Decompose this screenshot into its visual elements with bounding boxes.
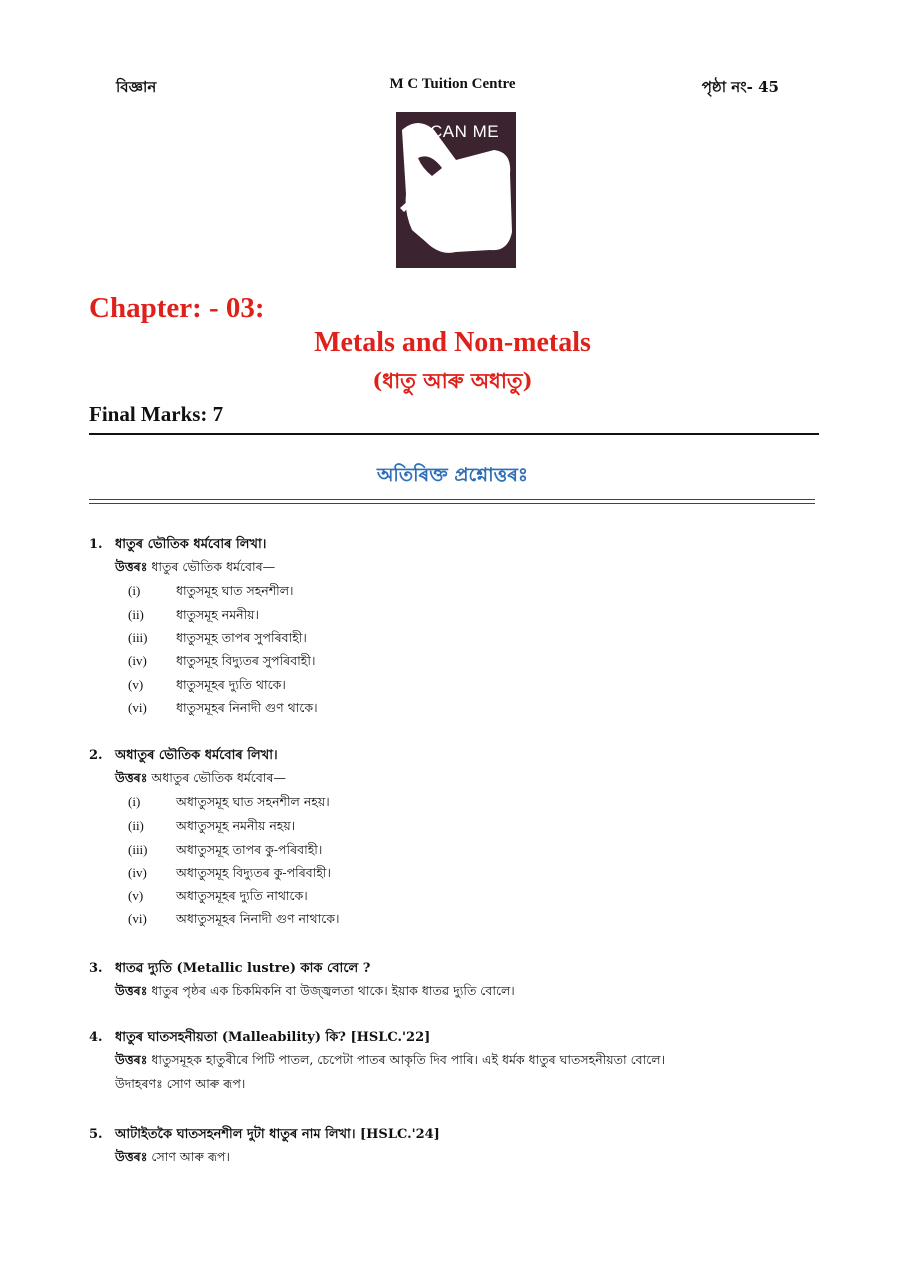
answer: উত্তৰঃ অধাতুৰ ভৌতিক ধৰ্মবোৰ—	[115, 770, 286, 785]
subject-label: বিজ্ঞান	[116, 78, 157, 96]
list-item: (iii) ধাতুসমূহ তাপৰ সুপৰিবাহী।	[128, 630, 307, 645]
question: 2. অধাতুৰ ভৌতিক ধৰ্মবোৰ লিখা।	[89, 748, 278, 763]
list-item: (ii) ধাতুসমূহ নমনীয়।	[128, 607, 260, 622]
answer: উত্তৰঃ ধাতুসমূহক হাতুৰীৰে পিটি পাতল, চেপেটা পাতৰ আকৃতি দিব পাৰি। এই ধৰ্মক ধাতুৰ ঘাতসহনীয়তা বোলে।	[115, 1052, 666, 1067]
logo-text: CAN ME	[430, 122, 500, 141]
chapter-subtitle: (ধাতু আৰু অধাতু)	[372, 368, 533, 393]
list-item: (i) ধাতুসমূহ ঘাত সহনশীল।	[128, 583, 294, 598]
question: 5. আটাইতকৈ ঘাতসহনশীল দুটা ধাতুৰ নাম লিখা। [HSLC.'24]	[89, 1127, 440, 1142]
chapter-heading: Chapter: - 03:	[89, 292, 265, 324]
answer: উত্তৰঃ সোণ আৰু ৰূপ।	[115, 1149, 230, 1164]
answer: উত্তৰঃ ধাতুৰ পৃষ্ঠৰ এক চিকমিকনি বা উজ্জ্বলতা থাকে। ইয়াক ধাতৱ দ্যুতি বোলে।	[115, 983, 515, 998]
list-item: (iv) ধাতুসমূহ বিদ্যুতৰ সুপৰিবাহী।	[128, 653, 316, 668]
centre-name: M C Tuition Centre	[389, 76, 516, 92]
final-marks: Final Marks: 7	[89, 402, 224, 426]
list-item: (v) ধাতুসমূহৰ দ্যুতি থাকে।	[128, 677, 286, 692]
list-item: (vi) অধাতুসমূহৰ নিনাদী গুণ নাথাকে।	[128, 911, 340, 926]
answer-example: উদাহৰণঃ সোণ আৰু ৰূপ।	[115, 1076, 246, 1091]
page-number: পৃষ্ঠা নং- 45	[701, 78, 779, 96]
list-item: (ii) অধাতুসমূহ নমনীয় নহয়।	[128, 818, 296, 833]
question: 1. ধাতুৰ ভৌতিক ধৰ্মবোৰ লিখা।	[89, 537, 267, 552]
chapter-title: Metals and Non-metals	[314, 327, 591, 358]
list-item: (i) অধাতুসমূহ ঘাত সহনশীল নহয়।	[128, 794, 330, 809]
list-item: (vi) ধাতুসমূহৰ নিনাদী গুণ থাকে।	[128, 700, 318, 715]
section-title: অতিৰিক্ত প্ৰশ্নোত্তৰঃ	[376, 464, 529, 486]
list-item: (v) অধাতুসমূহৰ দ্যুতি নাথাকে।	[128, 888, 308, 903]
question: 3. ধাতৱ দ্যুতি (Metallic lustre) কাক বোলে ?	[89, 961, 371, 976]
double-divider	[89, 499, 815, 504]
list-item: (iv) অধাতুসমূহ বিদ্যুতৰ কু-পৰিবাহী।	[128, 865, 331, 880]
divider	[89, 433, 819, 435]
list-item: (iii) অধাতুসমূহ তাপৰ কু-পৰিবাহী।	[128, 842, 323, 857]
answer: উত্তৰঃ ধাতুৰ ভৌতিক ধৰ্মবোৰ—	[115, 559, 276, 574]
question: 4. ধাতুৰ ঘাতসহনীয়তা (Malleability) কি? [HSLC.'22]	[89, 1030, 431, 1045]
